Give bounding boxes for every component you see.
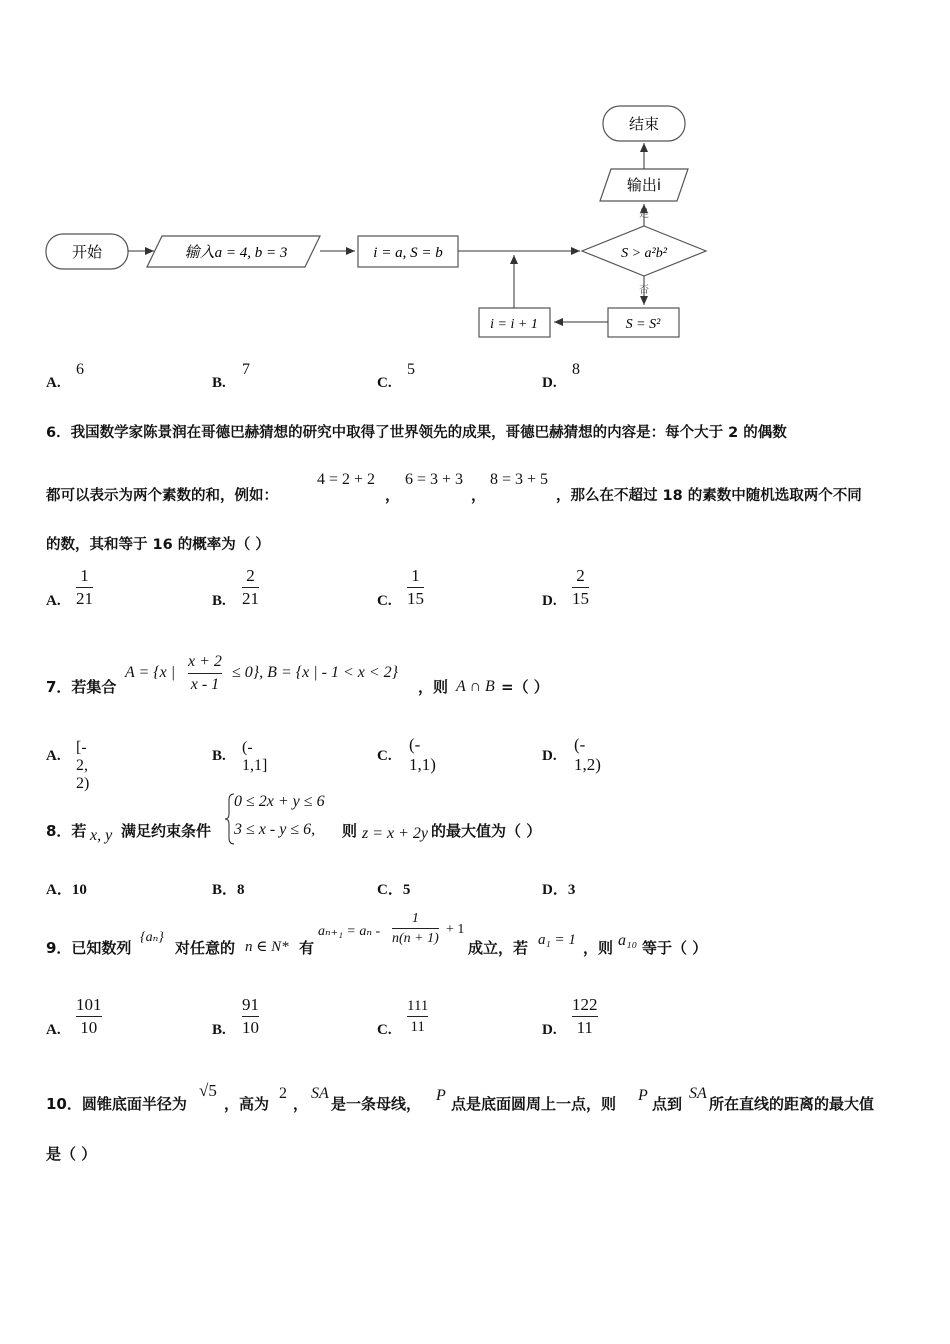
- q7-set-a-fraction: x + 2 x - 1: [188, 653, 222, 693]
- q9-mid1: 对任意的: [175, 939, 236, 957]
- q8-vars: x, y: [90, 827, 113, 844]
- q10-radius: √5: [199, 1081, 217, 1100]
- q9-suffix: 等于（ ）: [642, 939, 708, 957]
- output-label: 输出i: [626, 176, 662, 194]
- q10-height: 2: [279, 1085, 287, 1102]
- q10-p2: P: [638, 1087, 648, 1104]
- q9-prefix: 9．已知数列: [46, 939, 132, 957]
- q9-recurrence-right: + 1: [446, 922, 465, 937]
- q9-option-c[interactable]: C.: [377, 1022, 392, 1038]
- q9-sequence: {aₙ}: [140, 930, 164, 945]
- q5-option-d[interactable]: D. 8: [542, 361, 580, 391]
- q6-comma-1: ，: [385, 486, 401, 504]
- q10-sa: SA: [311, 1085, 329, 1102]
- end-label: 结束: [628, 115, 660, 133]
- q6-option-b-fraction: 2 21: [242, 566, 259, 608]
- q9-option-b-fraction: 91 10: [242, 995, 259, 1037]
- q9-option-b[interactable]: B.: [212, 1022, 226, 1038]
- q8-mid2: 则: [342, 822, 358, 840]
- q9-mid3: 成立，若: [468, 939, 529, 957]
- q10-t3: 是一条母线，: [331, 1095, 422, 1113]
- q5-option-c[interactable]: C. 5: [377, 361, 415, 391]
- q9-option-a-fraction: 101 10: [76, 995, 102, 1037]
- q6-example-1: 4 = 2 + 2: [317, 471, 376, 488]
- q6-example-2: 6 = 3 + 3: [405, 471, 464, 488]
- input-label: 输入a = 4, b = 3: [184, 245, 288, 261]
- q10-prefix: 10．圆锥底面半径为: [46, 1095, 187, 1113]
- q7-set-a-left: A = {x |: [125, 664, 176, 681]
- update-s-label: S = S²: [625, 317, 661, 332]
- q7-prefix: 7．若集合: [46, 678, 117, 696]
- q10-t1: ，高为: [224, 1095, 270, 1113]
- q9-option-d-fraction: 122 11: [572, 995, 598, 1037]
- q10-t2: ，: [293, 1095, 309, 1113]
- q6-option-a[interactable]: A.: [46, 593, 61, 609]
- yes-label: 是: [639, 209, 649, 220]
- q8-prefix: 8．若: [46, 822, 87, 840]
- q8-mid1: 满足约束条件: [121, 822, 212, 840]
- q7-mid: ，则: [418, 678, 449, 696]
- q8-option-a[interactable]: A．10: [46, 882, 87, 898]
- q6-line2: 都可以表示为两个素数的和，例如：: [46, 488, 278, 504]
- q6-option-c[interactable]: C.: [377, 593, 392, 609]
- q10-t6: 所在直线的距离的最大值: [709, 1095, 875, 1113]
- start-label: 开始: [71, 243, 103, 261]
- q7-option-c[interactable]: C. (- 1,1): [377, 735, 436, 774]
- q6-example-3: 8 = 3 + 5: [490, 471, 549, 488]
- q7-set-a-right: ≤ 0}, B = {x | - 1 < x < 2}: [232, 664, 399, 681]
- q7-option-a[interactable]: A. [- 2, 2): [46, 739, 90, 792]
- q8-option-d[interactable]: D．3: [542, 882, 576, 898]
- q7-option-d[interactable]: D. (- 1,2): [542, 735, 601, 774]
- q6-option-d[interactable]: D.: [542, 593, 557, 609]
- q8-constraint-1: 0 ≤ 2x + y ≤ 6: [234, 793, 325, 810]
- q5-option-a[interactable]: A. 6: [46, 361, 84, 391]
- q10-t4: 点是底面圆周上一点，则: [451, 1095, 617, 1113]
- q6-option-b[interactable]: B.: [212, 593, 226, 609]
- q6-line2-suffix: ，那么在不超过 18 的素数中随机选取两个不同: [556, 488, 862, 504]
- q10-p: P: [436, 1087, 446, 1104]
- q9-recurrence-fraction: 1 n(n + 1): [392, 911, 439, 946]
- q6-comma-2: ，: [471, 486, 487, 504]
- q7-expr: A ∩ B: [456, 678, 495, 695]
- q8-objective: z = x + 2y: [362, 825, 429, 842]
- q6-line3: 的数，其和等于 16 的概率为（ ）: [46, 537, 270, 553]
- flowchart: [0, 0, 950, 350]
- q6-option-a-fraction: 1 21: [76, 566, 93, 608]
- q10-sa2: SA: [689, 1085, 707, 1102]
- decision-label: S > a²b²: [621, 246, 667, 261]
- q9-recurrence-left: aₙ₊₁ = aₙ -: [318, 924, 381, 939]
- q6-option-c-fraction: 1 15: [407, 566, 424, 608]
- q7-suffix: =（ ）: [501, 678, 549, 696]
- update-i-label: i = i + 1: [490, 317, 538, 332]
- q9-mid2: 有: [299, 939, 315, 957]
- q8-option-b[interactable]: B．8: [212, 882, 245, 898]
- q10-line2: 是（ ）: [46, 1145, 97, 1163]
- q8-option-c[interactable]: C．5: [377, 882, 411, 898]
- q9-option-d[interactable]: D.: [542, 1022, 557, 1038]
- q6-option-d-fraction: 2 15: [572, 566, 589, 608]
- q9-domain: n ∈ N*: [245, 939, 289, 955]
- q9-option-a[interactable]: A.: [46, 1022, 61, 1038]
- q7-option-b[interactable]: B. (- 1,1]: [212, 739, 268, 774]
- assign-label: i = a, S = b: [373, 245, 443, 261]
- q6-line1: 6．我国数学家陈景润在哥德巴赫猜想的研究中取得了世界领先的成果，哥德巴赫猜想的内容是：每个大于 2 的偶数: [46, 425, 787, 441]
- q9-initial: a₁ = 1: [538, 932, 576, 948]
- q9-option-c-fraction: 111 11: [407, 998, 429, 1035]
- no-label: 否: [639, 285, 649, 296]
- q9-target: a₁₀: [618, 932, 638, 949]
- q5-option-b[interactable]: B. 7: [212, 361, 250, 391]
- q8-suffix: 的最大值为（ ）: [431, 822, 542, 840]
- q8-constraint-2: 3 ≤ x - y ≤ 6,: [234, 821, 316, 838]
- q9-mid4: ，则: [583, 939, 614, 957]
- q10-t5: 点到: [652, 1095, 683, 1113]
